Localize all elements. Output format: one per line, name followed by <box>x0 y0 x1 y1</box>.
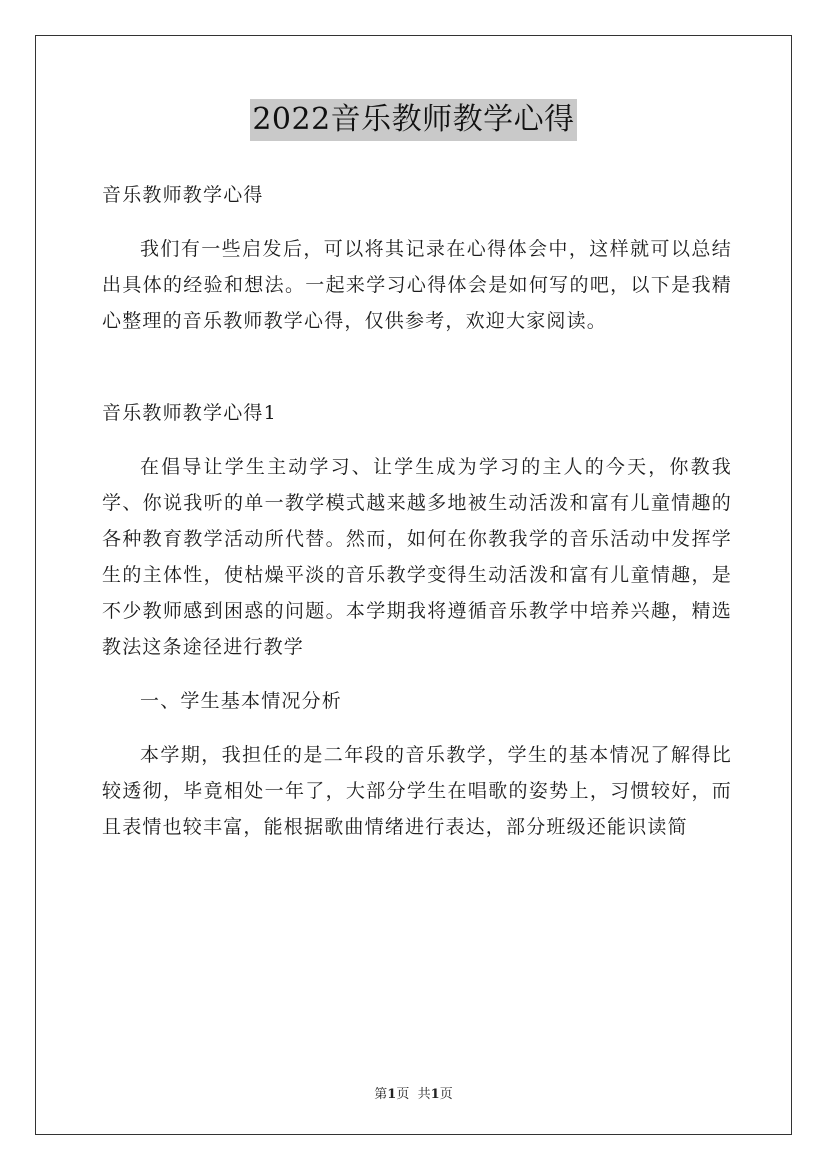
page-total-count: 1 <box>430 1087 440 1102</box>
analysis-paragraph: 本学期，我担任的是二年段的音乐教学，学生的基本情况了解得比较透彻，毕竟相处一年了，大部分学生在唱歌的姿势上，习惯较好，而且表情也较丰富，能根据歌曲情绪进行表达，部分班级还能识读简 <box>102 744 732 838</box>
spacer <box>102 719 732 737</box>
page-number-prefix: 第 <box>374 1087 388 1102</box>
page-number-current: 1 <box>387 1087 397 1102</box>
document-body <box>102 177 732 845</box>
page-total-prefix: 共 <box>417 1087 431 1102</box>
intro-paragraph: 我们有一些启发后，可以将其记录在心得体会中，这样就可以总结出具体的经验和想法。一起来学习心得体会是如何写的吧，以下是我精心整理的音乐教师教学心得，仅供参考，欢迎大家阅读。 <box>102 238 732 332</box>
section-heading: 音乐教师教学心得1 <box>102 402 277 424</box>
subheading: 一、学生基本情况分析 <box>140 690 343 712</box>
spacer <box>102 213 732 231</box>
section-paragraph: 在倡导让学生主动学习、让学生成为学习的主人的今天，你教我学、你说我听的单一教学模式越来越多地被生动活泼和富有儿童情趣的各种教育教学活动所代替。然而，如何在你教我学的音乐活动中发挥学生的主体性，使枯燥平淡的音乐教学变得生动活泼和富有儿童情趣，是不少教师感到困惑的问题。本学期我将遵循音乐教学中培养兴趣，精选教法这条途径进行教学 <box>102 456 732 658</box>
spacer <box>102 339 732 395</box>
spacer <box>102 665 732 683</box>
spacer <box>102 431 732 449</box>
document-subtitle: 音乐教师教学心得 <box>102 184 264 206</box>
page-footer <box>0 1083 827 1102</box>
title-container <box>0 99 827 141</box>
page-number-suffix: 页 <box>396 1087 410 1102</box>
document-title: 2022音乐教师教学心得 <box>250 99 576 141</box>
page-total-suffix: 页 <box>439 1087 453 1102</box>
